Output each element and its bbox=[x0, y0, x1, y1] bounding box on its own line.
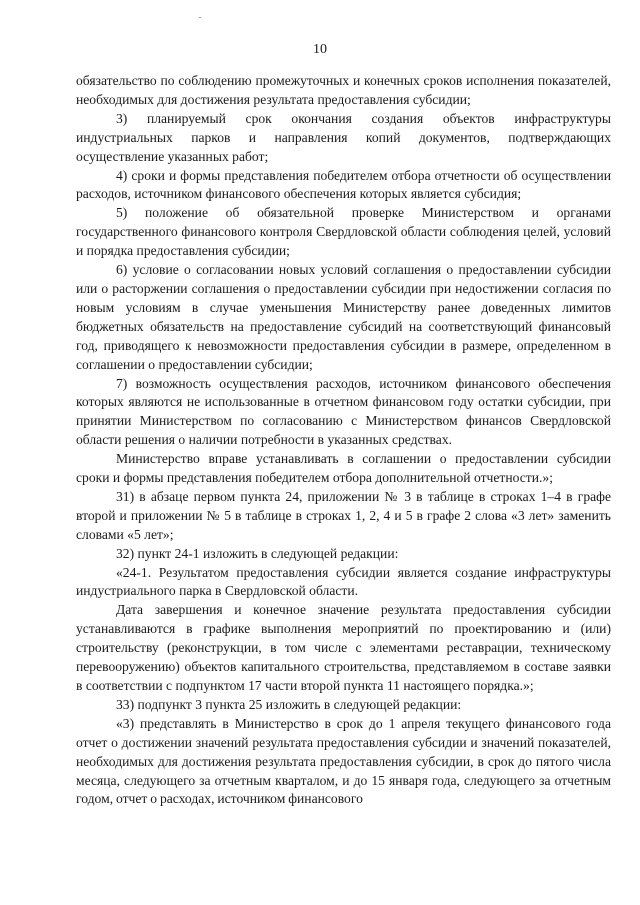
paragraph-amendment-32: 32) пункт 24-1 изложить в следующей редакции: bbox=[116, 545, 399, 561]
paragraph-item-4: 4) сроки и формы представления победителем отбора отчетности об осуществлении расходов, источником финансового обеспечения которых является субсидия; bbox=[76, 167, 611, 202]
paragraph-amendment-33: 33) подпункт 3 пункта 25 изложить в следующей редакции: bbox=[116, 696, 462, 712]
paragraph-amendment-31: 31) в абзаце первом пункта 24, приложении № 3 в таблице в строках 1–4 в графе второй и приложении № 5 в таблице в строках 1, 2, 4 и 5 в графе 2 слова «3 лет» заменить словами «5 лет»; bbox=[76, 488, 611, 542]
scan-speck bbox=[199, 17, 201, 18]
paragraph-subclause-3: «3) представлять в Министерство в срок до 1 апреля текущего финансового года отчет о достижении значений результата предоставления субсидии и значений показателей, необходимых для достижения результата предоставления субсидии, в срок до пятого числа месяца, следующего за отчетным кварталом, и до 15 января года, следующего за отчетным годом, отчет о расходах, источником финансового bbox=[76, 715, 611, 807]
paragraph-item-7: 7) возможность осуществления расходов, источником финансового обеспечения которых являются не использованные в отчетном финансовом году остатки субсидии, при принятии Министерством по согласованию с Министерством финансов Свердловской области решения о наличии потребности в указанных средствах. bbox=[76, 375, 611, 448]
paragraph-item-6: 6) условие о согласовании новых условий соглашения о предоставлении субсидии или о расторжении соглашения о предоставлении субсидии при недостижении согласия по новым условиям в случае уменьшения Министерству ранее доведенных лимитов бюджетных обязательств на предоставление субсидий на соответствующий финансовый год, приводящего к невозможности предоставления субсидии в размере, определенном в соглашении о предоставлении субсидии; bbox=[76, 262, 611, 372]
paragraph-ministry-right: Министерство вправе устанавливать в соглашении о предоставлении субсидии сроки и формы представления победителем отбора дополнительной отчетности.»; bbox=[76, 451, 611, 486]
paragraph-item-3: 3) планируемый срок окончания создания объектов инфраструктуры индустриальных парков и направления копий документов, подтверждающих осуществление указанных работ; bbox=[76, 110, 611, 164]
paragraph-completion-date: Дата завершения и конечное значение результата предоставления субсидии устанавливаются в графике выполнения мероприятий по проектированию и (или) строительству (реконструкции, в том числе с элементами реставрации, техническому перевооружению) объектов капитального строительства, представляемом в составе заявки в соответствии с подпунктом 17 части второй пункта 11 настоящего порядка.»; bbox=[76, 602, 611, 693]
paragraph-obligation-continuation: обязательство по соблюдению промежуточных и конечных сроков исполнения показателей, необходимых для достижения результата предоставления субсидии; bbox=[76, 73, 611, 107]
paragraph-clause-24-1: «24-1. Результатом предоставления субсидии является создание инфраструктуры индустриального парка в Свердловской области. bbox=[76, 564, 611, 599]
document-body bbox=[76, 72, 611, 809]
page-number: 10 bbox=[313, 42, 327, 57]
paragraph-item-5: 5) положение об обязательной проверке Министерством и органами государственного финансового контроля Свердловской области соблюдения целей, условий и порядка предоставления субсидии; bbox=[76, 205, 611, 259]
